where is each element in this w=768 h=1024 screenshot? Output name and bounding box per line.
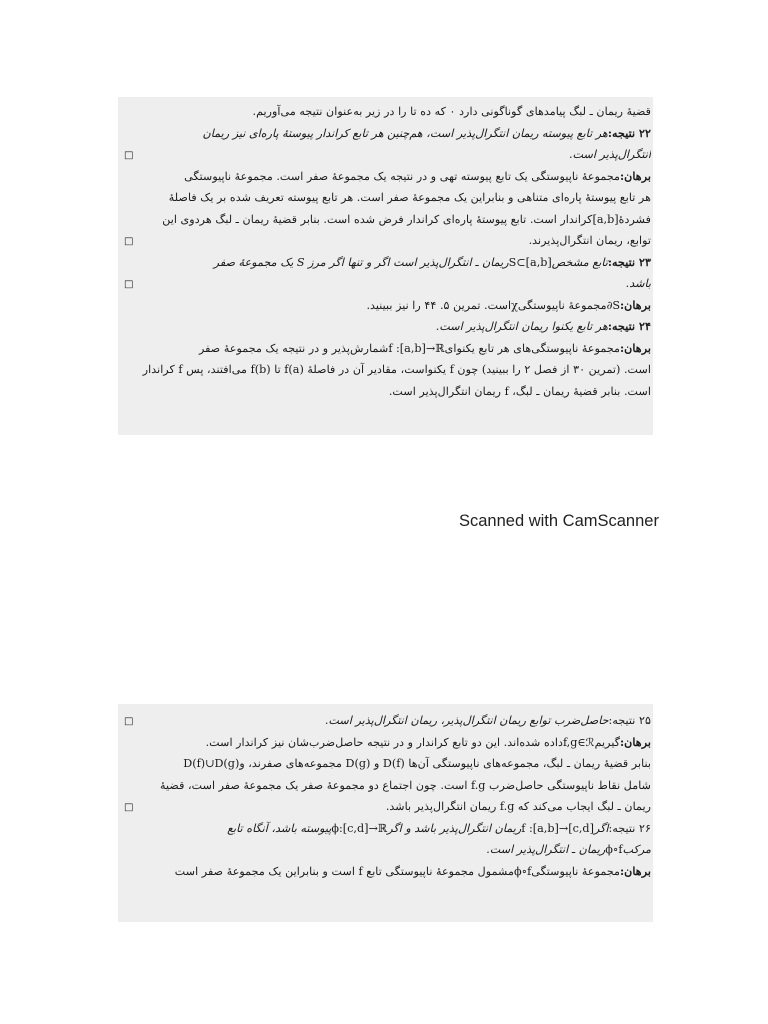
statement-text: مرکب bbox=[622, 843, 651, 856]
body-text: مجموعهٔ ناپیوستگی یک تابع پیوسته تهی و در نتیجه یک مجموعهٔ صفر است. مجموعهٔ ناپیوستگی bbox=[184, 169, 621, 183]
body-text: ۲۶ نتیجه: bbox=[608, 821, 651, 835]
text-line bbox=[120, 359, 651, 381]
label-bold: ۲۲ نتیجه: bbox=[607, 125, 651, 140]
body-text: هر تابع پیوستهٔ پاره‌ای متناهی و بنابراین یک مجموعهٔ صفر است. هر تابع پیوسته تعریف شده بر یک فاصلهٔ bbox=[168, 191, 651, 204]
body-text: قضیهٔ ریمان ـ لبگ پیامدهای گوناگونی دارد ۰ که ده تا را در زیر به‌عنوان نتیجه می‌آوریم. bbox=[252, 105, 651, 118]
label-bold: برهان: bbox=[620, 734, 651, 749]
scanned-page-top bbox=[118, 97, 653, 435]
text-line bbox=[120, 187, 651, 209]
text-line bbox=[120, 166, 651, 188]
text-line bbox=[120, 753, 651, 775]
body-text: است. بنابر قضیهٔ ریمان ـ لبگ، f ریمان انتگرال‌پذیر است. bbox=[388, 384, 651, 398]
text-line bbox=[120, 839, 651, 861]
body-text: کراندار است. تابع پیوستهٔ پاره‌ای کراندار فرض شده است. بنابر قضیهٔ ریمان ـ لبگ هردوی این bbox=[162, 212, 593, 226]
statement-text: پیوسته باشد، آنگاه تابع bbox=[227, 821, 332, 835]
text-line bbox=[120, 230, 651, 252]
qed-square-icon: □ bbox=[124, 279, 134, 290]
text-line bbox=[120, 338, 651, 360]
label-bold: برهان: bbox=[620, 168, 651, 183]
label-bold: برهان: bbox=[620, 340, 651, 355]
body-text: است. تمرین ۵. ۴۴ را نیز ببینید. bbox=[366, 298, 512, 312]
math-expression: ϕ∘f bbox=[514, 864, 532, 878]
math-expression: f,g∈ℛ bbox=[562, 735, 595, 749]
math-expression: ϕ:[c,d]→ℝ bbox=[331, 821, 388, 835]
text-line bbox=[120, 775, 651, 797]
statement-text: تابع مشخص bbox=[551, 255, 608, 269]
statement-text: باشد. bbox=[625, 277, 651, 290]
math-expression: [a,b] bbox=[592, 212, 619, 226]
body-text: ۲۵ نتیجه: bbox=[608, 714, 651, 727]
label-bold: برهان: bbox=[620, 863, 651, 878]
statement-text: انتگرال‌پذیر است. bbox=[568, 148, 651, 161]
math-expression: f :[a,b]→ℝ bbox=[388, 341, 445, 355]
statement-text: اگر bbox=[593, 821, 609, 835]
math-expression: D(f)∪D(g) bbox=[183, 757, 240, 770]
text-line bbox=[120, 732, 651, 754]
text-line bbox=[120, 252, 651, 274]
label-bold: برهان: bbox=[620, 297, 651, 312]
statement-text: ریمان ـ انتگرال‌پذیر است اگر و تنها اگر مرز S یک مجموعهٔ صفر bbox=[213, 255, 509, 269]
statement-text: هر تابع پیوسته ریمان انتگرال‌پذیر است، هم‌چنین هر تابع کراندار پیوستهٔ پاره‌ای نیز ریمان bbox=[202, 126, 608, 140]
text-line bbox=[120, 316, 651, 338]
qed-square-icon: □ bbox=[124, 150, 134, 161]
body-text: ریمان ـ لبگ ایجاب می‌کند که f.g ریمان انتگرال‌پذیر باشد. bbox=[385, 800, 651, 813]
text-line bbox=[120, 273, 651, 295]
text-line bbox=[120, 710, 651, 732]
text-line bbox=[120, 818, 651, 840]
body-text: شمارش‌پذیر و در نتیجه یک مجموعهٔ صفر bbox=[198, 341, 389, 355]
math-expression: χ bbox=[511, 298, 518, 312]
qed-square-icon: □ bbox=[124, 716, 134, 727]
qed-square-icon: □ bbox=[124, 236, 134, 247]
body-text: داده شده‌اند. این دو تابع کراندار و در نتیجه حاصل‌ضرب‌شان نیز کراندار است. bbox=[205, 735, 563, 749]
math-expression: f :[a,b]→[c,d] bbox=[521, 821, 594, 835]
math-expression: S⊂[a,b] bbox=[508, 255, 552, 269]
math-expression: ∂S bbox=[606, 298, 621, 312]
math-expression: ϕ∘f bbox=[605, 843, 623, 856]
text-line bbox=[120, 796, 651, 818]
label-bold: ۲۳ نتیجه: bbox=[607, 254, 651, 269]
text-line bbox=[120, 144, 651, 166]
body-text: مجموعهٔ ناپیوستگی bbox=[517, 298, 607, 312]
body-text: توابع، ریمان انتگرال‌پذیرند. bbox=[528, 234, 651, 247]
body-text: گیریم bbox=[594, 735, 621, 749]
body-text: مجموعهٔ ناپیوستگی bbox=[531, 864, 621, 878]
body-text: شامل نقاط ناپیوستگی حاصل‌ضرب f.g است. چون اجتماع دو مجموعهٔ صفر یک مجموعهٔ صفر است، قضیهٔ bbox=[160, 778, 651, 792]
body-text: بنابر قضیهٔ ریمان ـ لبگ، مجموعه‌های ناپیوستگی آن‌ها D(f) و D(g) مجموعه‌های صفرند، و bbox=[239, 757, 651, 770]
body-text: مشمول مجموعهٔ ناپیوستگی تابع f است و بنابراین یک مجموعهٔ صفر است bbox=[174, 864, 515, 878]
statement-text: ریمان انتگرال‌پذیر باشد و اگر bbox=[387, 821, 522, 835]
text-line bbox=[120, 123, 651, 145]
body-text: است. (تمرین ۳۰ از فصل ۲ را ببینید) چون f یکنواست، مقادیر آن در فاصلهٔ f(a) تا f(b) می‌افتند، پس f کراندار bbox=[142, 363, 651, 376]
text-line bbox=[120, 101, 651, 123]
scanned-page-bottom bbox=[118, 704, 653, 922]
body-text: فشردهٔ bbox=[618, 212, 651, 226]
camscanner-watermark: Scanned with CamScanner bbox=[459, 512, 659, 530]
text-line bbox=[120, 861, 651, 883]
qed-square-icon: □ bbox=[124, 802, 134, 813]
label-bold: ۲۴ نتیجه: bbox=[607, 319, 651, 333]
statement-text: حاصل‌ضرب توابع ریمان انتگرال‌پذیر، ریمان انتگرال‌پذیر است. bbox=[324, 714, 609, 727]
statement-text: هر تابع یکنوا ریمان انتگرال‌پذیر است. bbox=[435, 320, 608, 333]
body-text: مجموعهٔ ناپیوستگی‌های هر تابع یکنوای bbox=[444, 341, 621, 355]
text-line bbox=[120, 381, 651, 403]
text-line bbox=[120, 209, 651, 231]
statement-text: ریمان ـ انتگرال‌پذیر است. bbox=[486, 843, 606, 856]
text-line bbox=[120, 295, 651, 317]
